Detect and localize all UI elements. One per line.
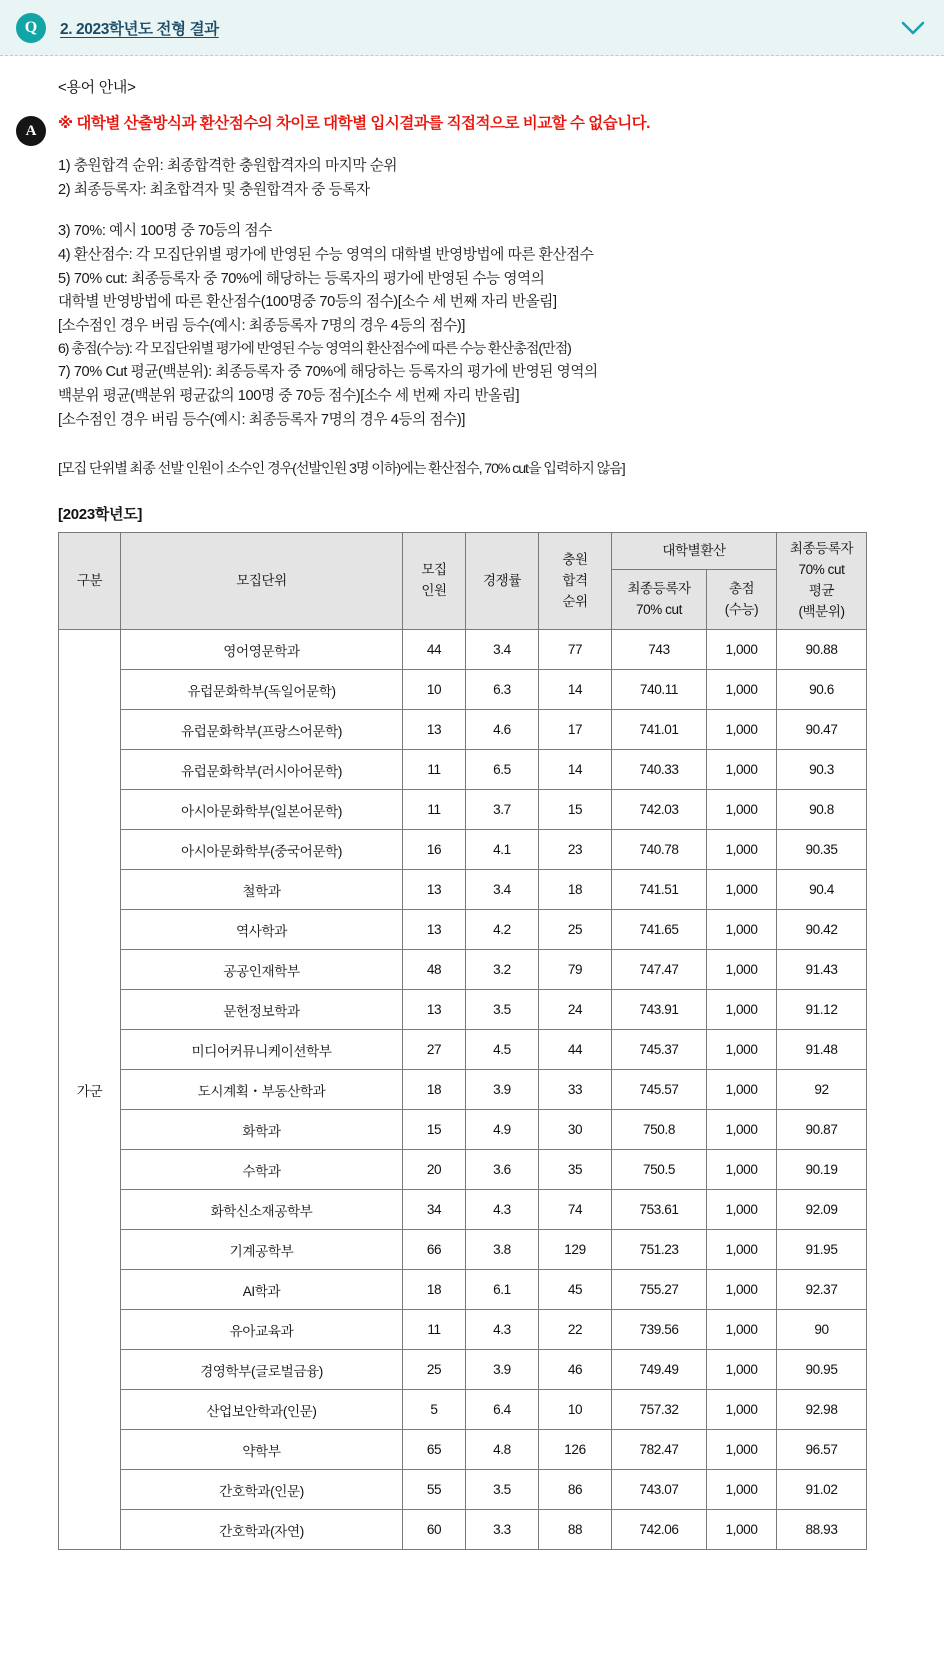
cell-unit-name: 유럽문화학부(독일어문학)	[121, 670, 403, 710]
note-line-4: 4) 환산점수: 각 모집단위별 평가에 반영된 수능 영역의 대학별 반영방법에 따른 환산점수	[58, 246, 594, 263]
cell-percentile-avg: 92.37	[777, 1270, 867, 1310]
table-row	[59, 1030, 867, 1070]
cell-waitlist-rank: 10	[539, 1390, 612, 1430]
cell-waitlist-rank: 77	[539, 630, 612, 670]
column-header-total-line1: 총점	[728, 580, 755, 596]
cell-percentile-avg: 92	[777, 1070, 867, 1110]
cell-quota: 34	[403, 1190, 466, 1230]
cell-unit-name: 유럽문화학부(러시아어문학)	[121, 750, 403, 790]
cell-percentile-avg: 92.09	[777, 1190, 867, 1230]
cell-quota: 13	[403, 990, 466, 1030]
column-header-quota-line2: 인원	[421, 583, 447, 599]
cell-unit-name: 아시아문화학부(일본어문학)	[121, 790, 403, 830]
table-row	[59, 1510, 867, 1550]
cell-competition-rate: 4.2	[466, 910, 539, 950]
table-body	[59, 630, 867, 1550]
column-header-total-score	[707, 570, 777, 630]
cell-total-score: 1,000	[707, 790, 777, 830]
cell-total-score: 1,000	[707, 830, 777, 870]
cell-conversion-cut: 741.65	[612, 910, 707, 950]
cell-quota: 11	[403, 750, 466, 790]
cell-unit-name: 간호학과(인문)	[121, 1470, 403, 1510]
cell-conversion-cut: 743.07	[612, 1470, 707, 1510]
column-header-cut-line1: 최종등록자	[627, 580, 691, 596]
cell-percentile-avg: 90.4	[777, 870, 867, 910]
column-header-quota-line1: 모집	[421, 562, 447, 578]
cell-quota: 5	[403, 1390, 466, 1430]
cell-percentile-avg: 91.12	[777, 990, 867, 1030]
cell-competition-rate: 4.5	[466, 1030, 539, 1070]
cell-competition-rate: 3.9	[466, 1070, 539, 1110]
cell-total-score: 1,000	[707, 1510, 777, 1550]
table-row	[59, 1110, 867, 1150]
accordion-question-header[interactable]	[0, 0, 944, 56]
column-header-pct-line2: 70% cut	[798, 562, 845, 578]
cell-percentile-avg: 88.93	[777, 1510, 867, 1550]
cell-quota: 11	[403, 790, 466, 830]
cell-total-score: 1,000	[707, 1270, 777, 1310]
cell-total-score: 1,000	[707, 1350, 777, 1390]
cell-percentile-avg: 90.8	[777, 790, 867, 830]
cell-waitlist-rank: 33	[539, 1070, 612, 1110]
column-header-university-conversion: 대학별환산	[612, 533, 777, 570]
cell-percentile-avg: 90.88	[777, 630, 867, 670]
cell-quota: 16	[403, 830, 466, 870]
column-header-quota	[403, 533, 466, 630]
cell-waitlist-rank: 46	[539, 1350, 612, 1390]
table-row	[59, 1350, 867, 1390]
cell-waitlist-rank: 86	[539, 1470, 612, 1510]
cell-total-score: 1,000	[707, 1070, 777, 1110]
table-row	[59, 950, 867, 990]
cell-waitlist-rank: 126	[539, 1430, 612, 1470]
cell-waitlist-rank: 35	[539, 1150, 612, 1190]
column-header-percentile-average	[777, 533, 867, 630]
cell-conversion-cut: 740.11	[612, 670, 707, 710]
table-row	[59, 710, 867, 750]
cell-competition-rate: 6.1	[466, 1270, 539, 1310]
cell-quota: 27	[403, 1030, 466, 1070]
cell-percentile-avg: 91.95	[777, 1230, 867, 1270]
cell-competition-rate: 4.6	[466, 710, 539, 750]
table-row	[59, 630, 867, 670]
cell-quota: 44	[403, 630, 466, 670]
table-row	[59, 1150, 867, 1190]
column-header-gubun: 구분	[59, 533, 121, 630]
note-line-5: 5) 70% cut: 최종등록자 중 70%에 해당하는 등록자의 평가에 반영된 수능 영역의	[58, 270, 545, 287]
cell-competition-rate: 3.2	[466, 950, 539, 990]
cell-competition-rate: 3.4	[466, 870, 539, 910]
cell-conversion-cut: 740.78	[612, 830, 707, 870]
cell-unit-name: 약학부	[121, 1430, 403, 1470]
cell-unit-name: 유럽문화학부(프랑스어문학)	[121, 710, 403, 750]
small-cohort-footnote: [모집 단위별 최종 선발 인원이 소수인 경우(선발인원 3명 이하)에는 환산점수, 70% cut을 입력하지 않음]	[58, 461, 625, 478]
cell-total-score: 1,000	[707, 910, 777, 950]
cell-conversion-cut: 745.57	[612, 1070, 707, 1110]
cell-percentile-avg: 91.02	[777, 1470, 867, 1510]
cell-percentile-avg: 92.98	[777, 1390, 867, 1430]
cell-unit-name: 기계공학부	[121, 1230, 403, 1270]
cell-total-score: 1,000	[707, 1030, 777, 1070]
cell-quota: 11	[403, 1310, 466, 1350]
cell-waitlist-rank: 15	[539, 790, 612, 830]
table-row	[59, 990, 867, 1030]
cell-conversion-cut: 739.56	[612, 1310, 707, 1350]
cell-conversion-cut: 741.51	[612, 870, 707, 910]
cell-unit-name: 경영학부(글로벌금융)	[121, 1350, 403, 1390]
group-cell-ga: 가군	[59, 630, 121, 1550]
table-row	[59, 670, 867, 710]
cell-competition-rate: 3.4	[466, 630, 539, 670]
table-row	[59, 910, 867, 950]
column-header-cut-line2: 70% cut	[636, 601, 682, 617]
cell-quota: 18	[403, 1070, 466, 1110]
cell-percentile-avg: 90.3	[777, 750, 867, 790]
cell-conversion-cut: 747.47	[612, 950, 707, 990]
cell-conversion-cut: 740.33	[612, 750, 707, 790]
note-line-7-cont: 백분위 평균(백분위 평균값의 100명 중 70등 점수)[소수 세 번째 자리 반올림]	[58, 388, 520, 405]
cell-quota: 20	[403, 1150, 466, 1190]
cell-competition-rate: 4.3	[466, 1190, 539, 1230]
cell-waitlist-rank: 74	[539, 1190, 612, 1230]
cell-conversion-cut: 745.37	[612, 1030, 707, 1070]
cell-total-score: 1,000	[707, 1470, 777, 1510]
cell-percentile-avg: 90	[777, 1310, 867, 1350]
cell-waitlist-rank: 25	[539, 910, 612, 950]
cell-conversion-cut: 743	[612, 630, 707, 670]
cell-waitlist-rank: 14	[539, 750, 612, 790]
table-row	[59, 1470, 867, 1510]
cell-competition-rate: 4.3	[466, 1310, 539, 1350]
cell-quota: 48	[403, 950, 466, 990]
cell-waitlist-rank: 88	[539, 1510, 612, 1550]
table-row	[59, 1270, 867, 1310]
column-header-pct-line3: 평균	[808, 583, 835, 599]
cell-total-score: 1,000	[707, 1390, 777, 1430]
cell-quota: 13	[403, 710, 466, 750]
cell-conversion-cut: 741.01	[612, 710, 707, 750]
cell-waitlist-rank: 30	[539, 1110, 612, 1150]
cell-competition-rate: 3.9	[466, 1350, 539, 1390]
cell-total-score: 1,000	[707, 630, 777, 670]
cell-unit-name: 미디어커뮤니케이션학부	[121, 1030, 403, 1070]
cell-total-score: 1,000	[707, 1110, 777, 1150]
cell-total-score: 1,000	[707, 990, 777, 1030]
cell-unit-name: 철학과	[121, 870, 403, 910]
cell-unit-name: AI학과	[121, 1270, 403, 1310]
table-row	[59, 1230, 867, 1270]
cell-conversion-cut: 782.47	[612, 1430, 707, 1470]
cell-conversion-cut: 755.27	[612, 1270, 707, 1310]
cell-conversion-cut: 749.49	[612, 1350, 707, 1390]
chevron-down-icon[interactable]	[900, 20, 926, 36]
cell-quota: 25	[403, 1350, 466, 1390]
note-group-spacer	[58, 202, 924, 220]
table-row	[59, 1390, 867, 1430]
cell-percentile-avg: 90.35	[777, 830, 867, 870]
table-row	[59, 1430, 867, 1470]
cell-unit-name: 아시아문화학부(중국어문학)	[121, 830, 403, 870]
cell-conversion-cut: 742.06	[612, 1510, 707, 1550]
cell-total-score: 1,000	[707, 750, 777, 790]
cell-waitlist-rank: 18	[539, 870, 612, 910]
cell-total-score: 1,000	[707, 710, 777, 750]
cell-unit-name: 문헌정보학과	[121, 990, 403, 1030]
cell-waitlist-rank: 44	[539, 1030, 612, 1070]
cell-conversion-cut: 757.32	[612, 1390, 707, 1430]
cell-total-score: 1,000	[707, 1430, 777, 1470]
cell-percentile-avg: 91.48	[777, 1030, 867, 1070]
cell-percentile-avg: 90.95	[777, 1350, 867, 1390]
accordion-answer-body	[0, 56, 944, 1550]
cell-waitlist-rank: 17	[539, 710, 612, 750]
cell-waitlist-rank: 79	[539, 950, 612, 990]
cell-percentile-avg: 90.87	[777, 1110, 867, 1150]
column-header-waitlist-rank	[539, 533, 612, 630]
cell-percentile-avg: 96.57	[777, 1430, 867, 1470]
cell-competition-rate: 4.8	[466, 1430, 539, 1470]
cell-unit-name: 간호학과(자연)	[121, 1510, 403, 1550]
answer-content	[0, 76, 944, 1550]
cell-waitlist-rank: 45	[539, 1270, 612, 1310]
table-header-row-1	[59, 533, 867, 570]
cell-total-score: 1,000	[707, 1310, 777, 1350]
note-line-5-cont: 대학별 반영방법에 따른 환산점수(100명중 70등의 점수)[소수 세 번째 자리 반올림]	[58, 294, 557, 311]
comparison-warning-text: ※ 대학별 산출방식과 환산점수의 차이로 대학별 입시결과를 직접적으로 비교할 수 없습니다.	[58, 115, 650, 132]
note-line-6: 6) 총점(수능): 각 모집단위별 평가에 반영된 수능 영역의 환산점수에 따른 수능 환산총점(만점)	[58, 341, 571, 358]
column-header-rank-line2: 합격	[562, 572, 588, 588]
cell-percentile-avg: 90.6	[777, 670, 867, 710]
cell-conversion-cut: 753.61	[612, 1190, 707, 1230]
column-header-total-line2: (수능)	[724, 601, 759, 617]
column-header-pct-line1: 최종등록자	[789, 541, 854, 557]
cell-unit-name: 역사학과	[121, 910, 403, 950]
note-line-1: 1) 충원합격 순위: 최종합격한 충원합격자의 마지막 순위	[58, 158, 398, 174]
cell-total-score: 1,000	[707, 670, 777, 710]
table-row	[59, 1310, 867, 1350]
question-badge-icon: Q	[16, 13, 46, 43]
cell-total-score: 1,000	[707, 1230, 777, 1270]
cell-waitlist-rank: 22	[539, 1310, 612, 1350]
cell-quota: 18	[403, 1270, 466, 1310]
cell-quota: 65	[403, 1430, 466, 1470]
column-header-unit: 모집단위	[121, 533, 403, 630]
column-header-pct-line4: (백분위)	[798, 604, 845, 620]
cell-waitlist-rank: 14	[539, 670, 612, 710]
academic-year-label: [2023학년도]	[58, 506, 143, 524]
footnote-spacer	[58, 432, 924, 458]
cell-waitlist-rank: 24	[539, 990, 612, 1030]
column-header-rank-line3: 순위	[562, 593, 588, 609]
cell-competition-rate: 3.7	[466, 790, 539, 830]
cell-percentile-avg: 90.19	[777, 1150, 867, 1190]
cell-unit-name: 공공인재학부	[121, 950, 403, 990]
question-title[interactable]: 2. 2023학년도 전형 결과	[60, 20, 219, 38]
cell-percentile-avg: 90.47	[777, 710, 867, 750]
cell-competition-rate: 3.6	[466, 1150, 539, 1190]
cell-unit-name: 화학신소재공학부	[121, 1190, 403, 1230]
cell-percentile-avg: 91.43	[777, 950, 867, 990]
cell-quota: 66	[403, 1230, 466, 1270]
column-header-competition-rate: 경쟁률	[466, 533, 539, 630]
table-row	[59, 870, 867, 910]
table-row	[59, 1190, 867, 1230]
cell-unit-name: 도시계획・부동산학과	[121, 1070, 403, 1110]
cell-competition-rate: 6.3	[466, 670, 539, 710]
cell-competition-rate: 3.5	[466, 990, 539, 1030]
note-line-3: 3) 70%: 예시 100명 중 70등의 점수	[58, 223, 272, 240]
table-row	[59, 790, 867, 830]
table-row	[59, 830, 867, 870]
cell-total-score: 1,000	[707, 1150, 777, 1190]
cell-conversion-cut: 742.03	[612, 790, 707, 830]
cell-conversion-cut: 750.5	[612, 1150, 707, 1190]
cell-quota: 60	[403, 1510, 466, 1550]
table-header	[59, 533, 867, 630]
cell-conversion-cut: 750.8	[612, 1110, 707, 1150]
cell-unit-name: 화학과	[121, 1110, 403, 1150]
cell-unit-name: 산업보안학과(인문)	[121, 1390, 403, 1430]
cell-competition-rate: 3.3	[466, 1510, 539, 1550]
column-header-final-enrolled-cut	[612, 570, 707, 630]
admission-results-table	[58, 532, 867, 1550]
cell-unit-name: 유아교육과	[121, 1310, 403, 1350]
cell-total-score: 1,000	[707, 1190, 777, 1230]
cell-percentile-avg: 90.42	[777, 910, 867, 950]
note-line-7: 7) 70% Cut 평균(백분위): 최종등록자 중 70%에 해당하는 등록자의 평가에 반영된 영역의	[58, 364, 598, 381]
cell-conversion-cut: 751.23	[612, 1230, 707, 1270]
note-line-7-sub: [소수점인 경우 버림 등수(예시: 최종등록자 7명의 경우 4등의 점수)]	[58, 411, 465, 428]
cell-competition-rate: 3.8	[466, 1230, 539, 1270]
cell-waitlist-rank: 23	[539, 830, 612, 870]
table-row	[59, 750, 867, 790]
cell-quota: 55	[403, 1470, 466, 1510]
cell-competition-rate: 4.9	[466, 1110, 539, 1150]
cell-unit-name: 수학과	[121, 1150, 403, 1190]
cell-conversion-cut: 743.91	[612, 990, 707, 1030]
terminology-guide-title: <용어 안내>	[58, 79, 136, 96]
cell-competition-rate: 6.4	[466, 1390, 539, 1430]
cell-unit-name: 영어영문학과	[121, 630, 403, 670]
note-line-5-sub: [소수점인 경우 버림 등수(예시: 최종등록자 7명의 경우 4등의 점수)]	[58, 317, 465, 334]
note-line-2: 2) 최종등록자: 최초합격자 및 충원합격자 중 등록자	[58, 181, 370, 198]
cell-quota: 13	[403, 910, 466, 950]
cell-competition-rate: 6.5	[466, 750, 539, 790]
cell-competition-rate: 3.5	[466, 1470, 539, 1510]
table-row	[59, 1070, 867, 1110]
cell-quota: 13	[403, 870, 466, 910]
cell-competition-rate: 4.1	[466, 830, 539, 870]
cell-quota: 15	[403, 1110, 466, 1150]
column-header-rank-line1: 충원	[562, 551, 588, 567]
cell-quota: 10	[403, 670, 466, 710]
answer-badge-icon: A	[16, 116, 46, 146]
cell-total-score: 1,000	[707, 870, 777, 910]
cell-waitlist-rank: 129	[539, 1230, 612, 1270]
cell-total-score: 1,000	[707, 950, 777, 990]
